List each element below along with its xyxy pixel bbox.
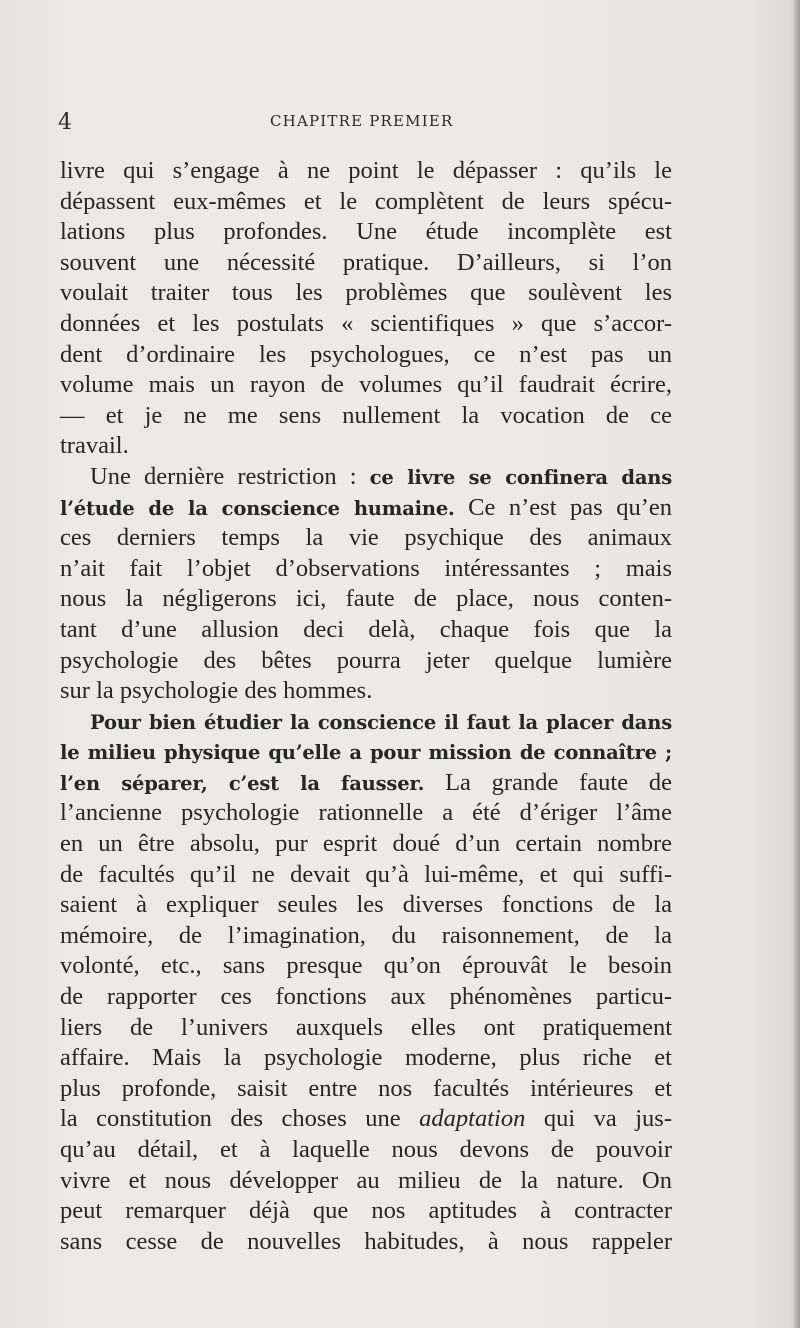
text-line: en un être absolu, pur esprit doué d’un certain nombre: [60, 830, 672, 858]
text-line: lations plus profondes. Une étude incomplète est: [60, 218, 672, 246]
text-line: l’ancienne psychologie rationnelle a été d’ériger l’âme: [60, 799, 672, 827]
text-line: [60, 1104, 672, 1135]
body-text: [60, 156, 672, 1257]
text-line: livre qui s’engage à ne point le dépasser : qu’ils le: [60, 157, 672, 184]
bold-run: l’en séparer, c’est la fausser.: [60, 771, 425, 795]
bold-run: Pour bien étudier la conscience il faut la placer dans: [90, 710, 672, 734]
text-line: dépassent eux-mêmes et le complètent de leurs spécu-: [60, 187, 672, 215]
bold-run: ce livre se confinera dans: [369, 465, 673, 489]
chapter-title: CHAPITRE PREMIER: [270, 112, 454, 130]
line-run: la constitution des choses une: [60, 1105, 420, 1133]
text-line: dent d’ordinaire les psychologues, ce n’est pas un: [60, 340, 672, 368]
text-line: tant d’une allusion deci delà, chaque fois que la: [60, 615, 672, 643]
text-line: sans cesse de nouvelles habitudes, à nous rappeler: [60, 1227, 672, 1255]
text-line: — et je ne me sens nullement la vocation de ce: [60, 401, 672, 429]
bold-run: le milieu physique qu’elle a pour mission de connaître ;: [60, 741, 672, 765]
text-line: sur la psychologie des hommes.: [60, 677, 373, 705]
line-run: La grande faute de: [424, 768, 672, 796]
text-line: [60, 768, 672, 799]
text-line: nous la négligerons ici, faute de place, nous conten-: [60, 585, 672, 613]
text-line: vivre et nous développer au milieu de la nature. On: [60, 1166, 672, 1194]
page-number: 4: [58, 110, 72, 135]
text-line: qu’au détail, et à laquelle nous devons de pouvoir: [60, 1136, 672, 1163]
text-line: plus profonde, saisit entre nos facultés intérieures et: [60, 1074, 672, 1102]
text-line: [60, 493, 672, 524]
text-line: peut remarquer déjà que nos aptitudes à contracter: [60, 1197, 672, 1225]
text-line: de rapporter ces fonctions aux phénomènes particu-: [60, 983, 672, 1011]
italic-run: adaptation: [419, 1105, 526, 1133]
line-run: Ce n’est pas qu’en: [454, 493, 672, 521]
running-head: [58, 108, 678, 134]
page-edge: [793, 0, 800, 1328]
text-line: saient à expliquer seules les diverses fonctions de la: [60, 891, 672, 919]
text-line: voulait traiter tous les problèmes que soulèvent les: [60, 279, 672, 307]
text-line: volonté, etc., sans presque qu’on éprouvât le besoin: [60, 952, 672, 980]
text-line: affaire. Mais la psychologie moderne, plus riche et: [60, 1044, 672, 1072]
text-line: psychologie des bêtes pourra jeter quelque lumière: [60, 646, 672, 674]
line-run: qui va jus-: [525, 1105, 672, 1133]
text-line: de facultés qu’il ne devait qu’à lui-même, et qui suffi-: [60, 860, 672, 888]
text-line: volume mais un rayon de volumes qu’il faudrait écrire,: [60, 371, 672, 399]
line-run: Une dernière restriction :: [90, 462, 370, 490]
text-line: [60, 737, 672, 768]
text-line: ces derniers temps la vie psychique des animaux: [60, 524, 672, 552]
text-line: souvent une nécessité pratique. D’ailleurs, si l’on: [60, 248, 672, 276]
bold-run: l’étude de la conscience humaine.: [60, 496, 455, 520]
text-line: [60, 462, 672, 493]
text-line: mémoire, de l’imagination, du raisonnement, de la: [60, 921, 672, 949]
text-line: liers de l’univers auxquels elles ont pratiquement: [60, 1013, 672, 1041]
text-line: [60, 707, 672, 738]
text-line: données et les postulats « scientifiques » que s’accor-: [60, 309, 672, 337]
text-line: n’ait fait l’objet d’observations intéressantes ; mais: [60, 554, 672, 582]
text-line: travail.: [60, 432, 129, 460]
